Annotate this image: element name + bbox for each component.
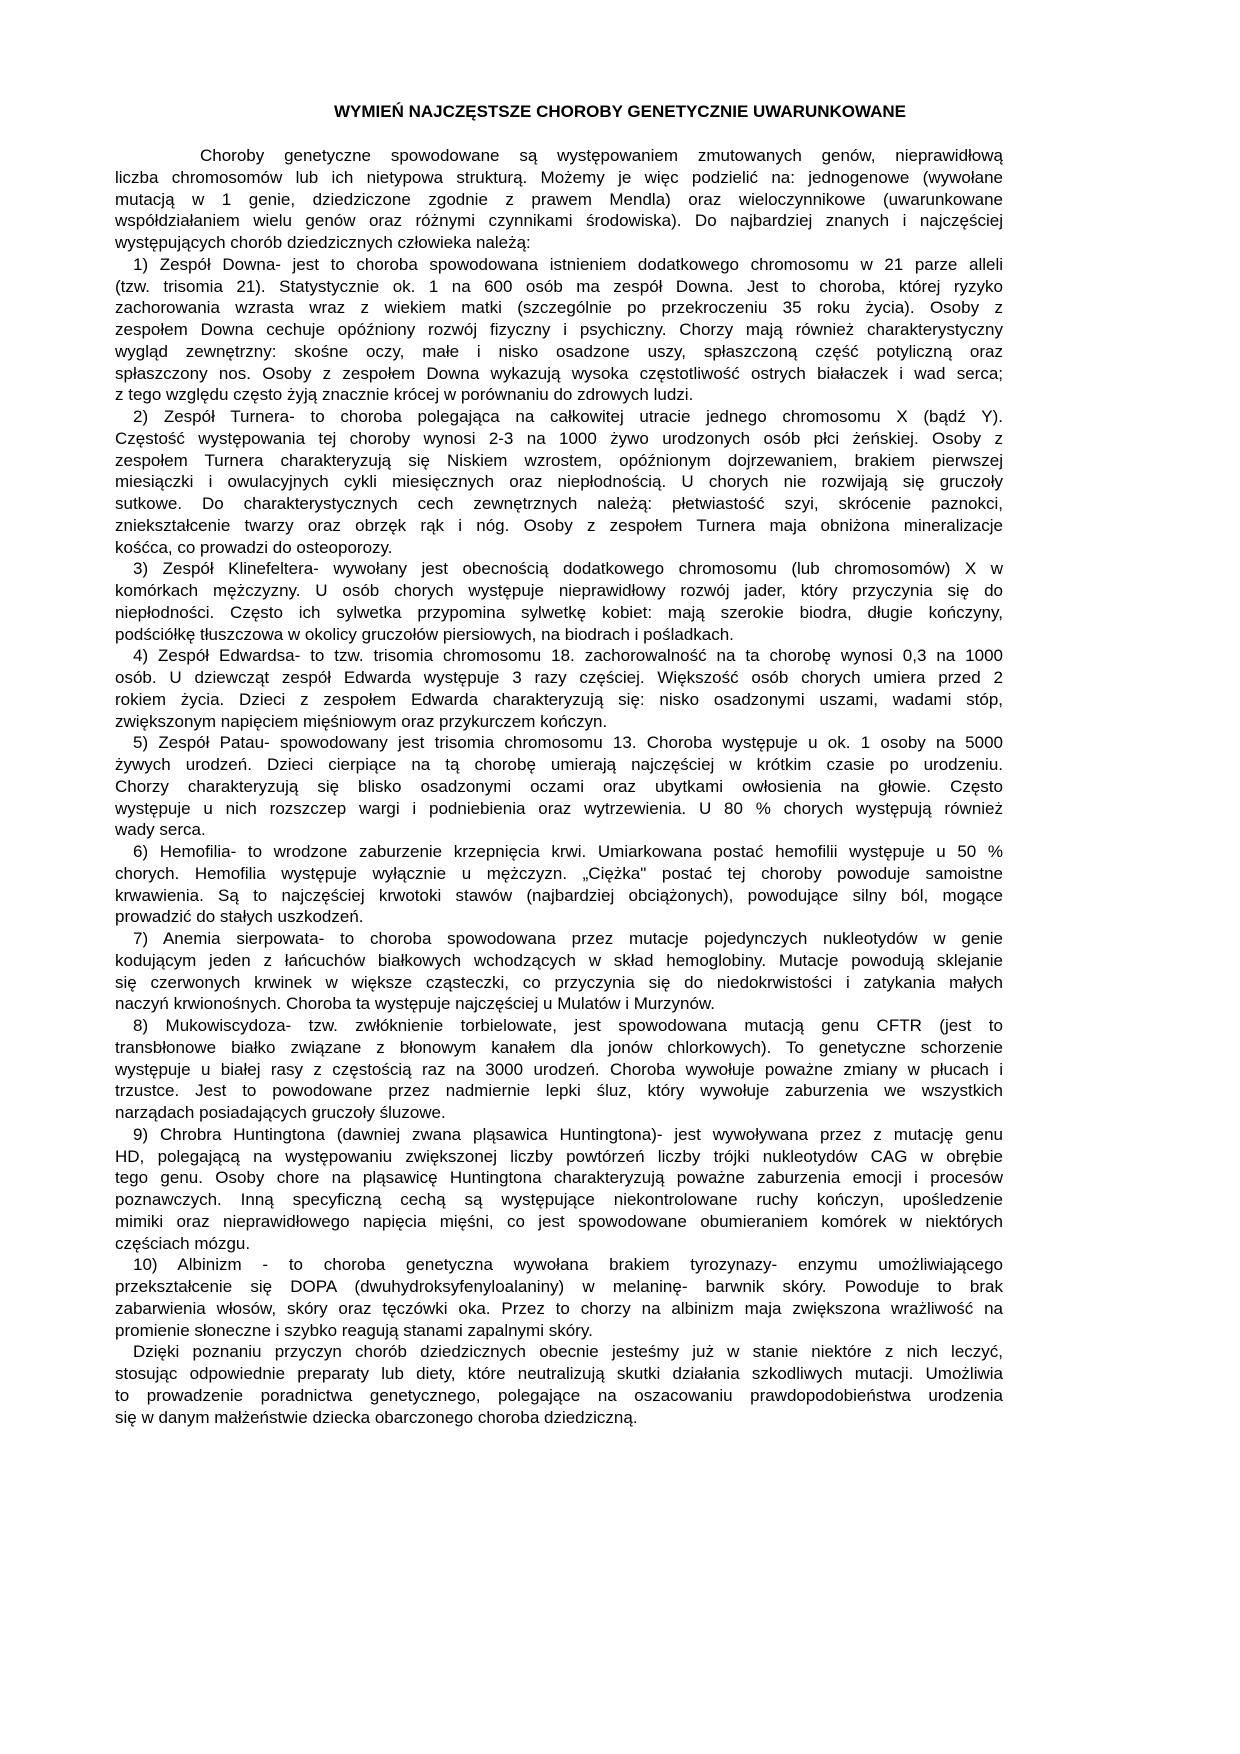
text-line: występuje u nich rozszczep wargi i podniebienia oraz wytrzewienia. U 80 % chorych występują również (115, 798, 1003, 818)
disease-paragraph (115, 254, 1003, 406)
text-line: 7) Anemia sierpowata- to choroba spowodowana przez mutacje pojedynczych nukleotydów w genie (133, 929, 1003, 948)
text-line: Choroby genetyczne spowodowane są występowaniem zmutowanych genów, nieprawidłową (200, 146, 1003, 165)
text-line: trzustce. Jest to powodowane przez nadmiernie lepki śluz, który wywołuje zaburzenia we wszystkich (115, 1081, 1003, 1101)
text-line: wygląd zewnętrzny: skośne oczy, małe i nisko osadzone uszy, spłaszczoną część potyliczną oraz (115, 341, 1003, 361)
text-line: 5) Zespół Patau- spowodowany jest trisomia chromosomu 13. Choroba występuje u ok. 1 osoby na 5000 (133, 733, 1003, 753)
intro-paragraph (115, 145, 1003, 254)
disease-paragraph (115, 406, 1003, 558)
text-line: zniekształcenie twarzy oraz obrzęk rąk i nóg. Osoby z zespołem Turnera maja obniżona mineralizacje (115, 515, 1003, 535)
text-line: stosując odpowiednie preparaty lub diety, które neutralizują skutki działania szkodliwych mutacji. Umożliwia (115, 1364, 1003, 1383)
text-line: transbłonowe białko związane z błonowym kanałem dla jonów chlorkowych). To genetyczne schorzenie (115, 1037, 1003, 1057)
text-line: zachorowania wzrasta wraz z wiekiem matki (szczególnie po przekroczeniu 35 roku życia). Osoby z (115, 298, 1003, 318)
disease-paragraph (115, 841, 1003, 928)
text-line: Chorzy charakteryzują się blisko osadzonymi oczami oraz ubytkami owłosienia na głowie. Często (115, 776, 1003, 796)
text-line: mutacją w 1 genie, dziedziczone zgodnie z prawem Mendla) oraz wieloczynnikowe (uwarunkowane (115, 189, 1003, 209)
text-line: żywych urodzeń. Dzieci cierpiące na tą chorobę umierają najczęściej w krótkim czasie po urodzeniu. (115, 755, 1003, 774)
text-line: poznawczych. Inną specyficzną cechą są występujące niekontrolowane ruchy kończyn, upośledzenie (115, 1190, 1003, 1209)
text-line: 4) Zespół Edwardsa- to tzw. trisomia chromosomu 18. zachorowalność na ta chorobę wynosi 0,3 na 1000 (133, 646, 1003, 666)
document-title: WYMIEŃ NAJCZĘSTSZE CHOROBY GENETYCZNIE UWARUNKOWANE (333, 102, 907, 121)
text-line: kośćca, co prowadzi do osteoporozy. (115, 537, 393, 557)
text-line: narządach posiadających gruczoły śluzowe. (115, 1103, 446, 1122)
text-line: wady serca. (115, 820, 206, 840)
disease-paragraph (115, 645, 1003, 732)
text-line: naczyń krwionośnych. Choroba ta występuje najczęściej u Mulatów i Murzynów. (115, 994, 715, 1014)
text-line: Dzięki poznaniu przyczyn chorób dziedzicznych obecnie jesteśmy już w stanie niektóre z nich leczyć, (133, 1342, 1003, 1362)
text-line: spłaszczony nos. Osoby z zespołem Downa wykazują wysoka częstotliwość ostrych białaczek i wad serca; (115, 363, 1003, 383)
text-line: (tzw. trisomia 21). Statystycznie ok. 1 na 600 osób ma zespół Downa. Jest to choroba, której ryzyko (115, 276, 1003, 296)
text-line: krwawienia. Są to najczęściej krwotoki stawów (najbardziej obciążonych), powodujące silny ból, mogące (115, 885, 1003, 905)
disease-paragraph (115, 1124, 1003, 1255)
text-line: 3) Zespół Klinefeltera- wywołany jest obecnością dodatkowego chromosomu (lub chromosomów) X w (133, 559, 1003, 579)
text-line: zespołem Downa cechuje opóźniony rozwój fizyczny i psychiczny. Chorzy mają również charakterystyczny (115, 320, 1003, 339)
text-line: osób. U dziewcząt zespół Edwarda występuje 3 razy częściej. Większość osób chorych umiera przed 2 (115, 668, 1003, 687)
text-line: zespołem Turnera charakteryzują się Niskiem wzrostem, opóźnionym dojrzewaniem, brakiem pierwszej (115, 450, 1003, 470)
text-line: liczba chromosomów lub ich nietypowa strukturą. Możemy je więc podzielić na: jednogenowe (wywołane (115, 167, 1003, 187)
text-line: 9) Chrobra Huntingtona (dawniej zwana pląsawica Huntingtona)- jest wywoływana przez z mutację genu (133, 1124, 1003, 1144)
disease-paragraph (115, 1254, 1003, 1341)
document-body (115, 145, 1003, 1428)
text-line: podściółkę tłuszczowa w okolicy gruczołów piersiowych, na biodrach i pośladkach. (115, 624, 734, 644)
text-line: 2) Zespół Turnera- to choroba polegająca na całkowitej utracie jednego chromosomu X (bądź Y). (133, 407, 1003, 426)
text-line: 8) Mukowiscydoza- tzw. zwłóknienie torbielowate, jest spowodowana mutacją genu CFTR (jest to (133, 1016, 1003, 1035)
disease-paragraph (115, 558, 1003, 645)
text-line: 10) Albinizm - to choroba genetyczna wywołana brakiem tyrozynazy- enzymu umożliwiającego (133, 1255, 1003, 1275)
text-line: mimiki oraz nieprawidłowego napięcia mięśni, co jest spowodowane obumieraniem komórek w niektórych (115, 1211, 1003, 1231)
text-line: promienie słoneczne i szybko reagują stanami zapalnymi skóry. (115, 1320, 593, 1340)
text-line: się w danym małżeństwie dziecka obarczonego choroba dziedziczną. (115, 1407, 638, 1427)
text-line: chorych. Hemofilia występuje wyłącznie u mężczyzn. „Ciężka" postać tej choroby powoduje samoistne (115, 863, 1003, 883)
text-line: się czerwonych krwinek w większe cząsteczki, co przyczynia się do niedokrwistości i zatykania małych (115, 972, 1003, 992)
disease-paragraph (115, 732, 1003, 841)
text-line: HD, polegającą na występowaniu zwiększonej liczby powtórzeń liczby trójki nukleotydów CAG w obrębie (115, 1146, 1003, 1166)
conclusion-paragraph (115, 1341, 1003, 1428)
text-line: 6) Hemofilia- to wrodzone zaburzenie krzepnięcia krwi. Umiarkowana postać hemofilii występuje u 50 % (133, 842, 1003, 861)
text-line: kodującym jeden z łańcuchów białkowych wchodzących w skład hemoglobiny. Mutacje powodują sklejanie (115, 950, 1003, 970)
text-line: rokiem życia. Dzieci z zespołem Edwarda charakteryzują się: nisko osadzonymi uszami, wadami stóp, (115, 689, 1003, 709)
text-line: 1) Zespół Downa- jest to choroba spowodowana istnieniem dodatkowego chromosomu w 21 parze alleli (133, 254, 1003, 274)
text-line: współdziałaniem wielu genów oraz różnymi czynnikami środowiska). Do najbardziej znanych i najczęściej (115, 211, 1003, 231)
text-line: z tego względu często żyją znacznie krócej w porównaniu do zdrowych ludzi. (115, 385, 694, 405)
text-line: występujących chorób dziedzicznych człowieka należą: (115, 233, 531, 252)
text-line: sutkowe. Do charakterystycznych cech zewnętrznych należą: płetwiastość szyi, skrócenie paznokci, (115, 494, 1003, 513)
text-line: prowadzić do stałych uszkodzeń. (115, 907, 364, 927)
disease-paragraph (115, 1015, 1003, 1124)
text-line: to prowadzenie poradnictwa genetycznego, polegające na oszacowaniu prawdopodobieństwa urodzenia (115, 1385, 1003, 1405)
text-line: niepłodności. Często ich sylwetka przypomina sylwetkę kobiet: mają szerokie biodra, długie kończyny, (115, 602, 1003, 622)
text-line: komórkach mężczyzny. U osób chorych występuje nieprawidłowy rozwój jader, który przyczynia się do (115, 581, 1003, 600)
text-line: przekształcenie się DOPA (dwuhydroksyfenyloalaniny) w melaninę- barwnik skóry. Powoduje to brak (115, 1277, 1003, 1296)
text-line: miesiączki i owulacyjnych cykli miesięcznych oraz niepłodnością. U chorych nie rozwijają się gruczoły (115, 472, 1003, 492)
text-line: zwiększonym napięciem mięśniowym oraz przykurczem kończyn. (115, 711, 608, 731)
text-line: częściach mózgu. (115, 1233, 251, 1253)
text-line: tego genu. Osoby chore na pląsawicę Huntingtona charakteryzują poważne zaburzenia emocji i procesów (115, 1168, 1003, 1188)
text-line: Częstość występowania tej choroby wynosi 2-3 na 1000 żywo urodzonych osób płci żeńskiej. Osoby z (115, 428, 1003, 448)
text-line: zabarwienia włosów, skóry oraz tęczówki oka. Przez to chorzy na albinizm maja zwiększona wrażliwość na (115, 1298, 1003, 1318)
text-line: występuje u białej rasy z częstością raz na 3000 urodzeń. Choroba wywołuje poważne zmiany w płucach i (115, 1059, 1003, 1079)
disease-paragraph (115, 928, 1003, 1015)
